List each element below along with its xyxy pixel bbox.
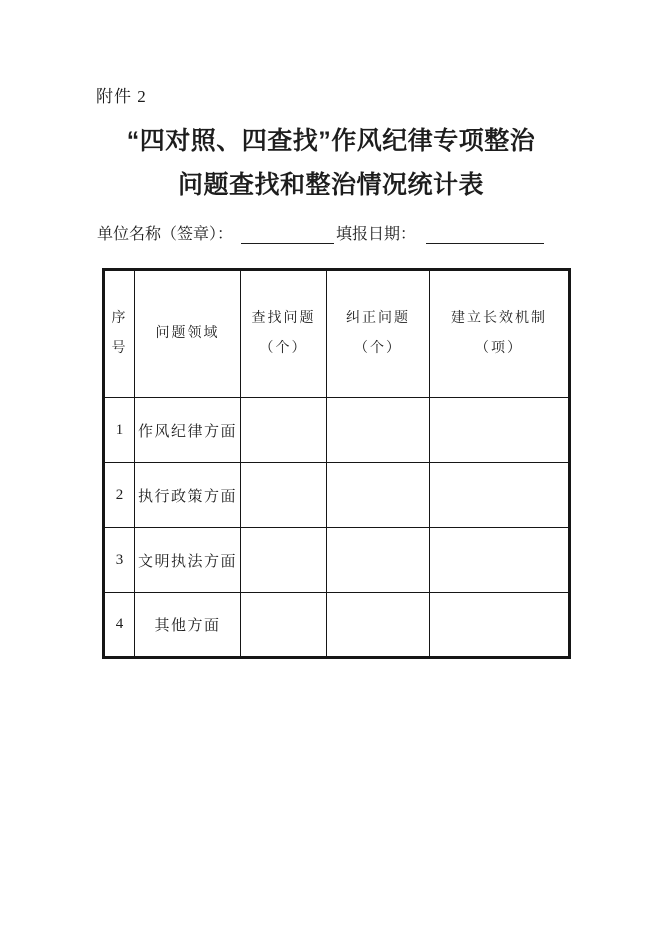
cell-problems-found xyxy=(241,528,327,593)
document-title-line1: “四对照、四查找”作风纪律专项整治 xyxy=(126,127,536,155)
unit-name-blank xyxy=(241,225,334,244)
unit-name-label: 单位名称（签章）： xyxy=(97,226,234,243)
table-row xyxy=(104,593,570,658)
header-mechanisms-line1: 建立长效机制 xyxy=(451,311,547,326)
report-date-label: 填报日期： xyxy=(336,226,417,243)
cell-problem-area: 其他方面 xyxy=(135,593,241,658)
document-title-line2: 问题查找和整治情况统计表 xyxy=(177,171,484,199)
header-cell-serial xyxy=(104,270,135,398)
form-info-line xyxy=(97,221,544,244)
cell-serial: 4 xyxy=(104,593,135,658)
cell-problems-corrected xyxy=(327,528,430,593)
header-problems-found-line2: （个） xyxy=(259,341,308,356)
table-row xyxy=(104,463,570,528)
statistics-table xyxy=(102,268,571,659)
header-serial-line1: 序 xyxy=(111,311,128,326)
cell-serial: 1 xyxy=(104,398,135,463)
header-problem-area-line1: 问题领域 xyxy=(155,326,220,341)
cell-serial: 3 xyxy=(104,528,135,593)
header-problems-corrected-line1: 纠正问题 xyxy=(346,311,410,326)
cell-serial: 2 xyxy=(104,463,135,528)
table-header-row xyxy=(104,270,570,398)
cell-problems-corrected xyxy=(327,398,430,463)
cell-problem-area: 文明执法方面 xyxy=(135,528,241,593)
cell-problems-found xyxy=(241,398,327,463)
header-cell-mechanisms xyxy=(430,270,570,398)
header-cell-problems-corrected xyxy=(327,270,430,398)
header-mechanisms-line2: （项） xyxy=(475,341,523,356)
header-cell-problems-found xyxy=(241,270,327,398)
table-row xyxy=(104,528,570,593)
cell-mechanisms xyxy=(430,593,570,658)
header-serial-line2: 号 xyxy=(111,341,128,356)
header-cell-problem-area xyxy=(135,270,241,398)
cell-problem-area: 作风纪律方面 xyxy=(135,398,241,463)
cell-problems-corrected xyxy=(327,463,430,528)
report-date-blank xyxy=(426,225,544,244)
attachment-label: 附件 2 xyxy=(96,87,147,106)
cell-mechanisms xyxy=(430,528,570,593)
cell-mechanisms xyxy=(430,463,570,528)
cell-problem-area: 执行政策方面 xyxy=(135,463,241,528)
cell-problems-found xyxy=(241,593,327,658)
cell-problems-corrected xyxy=(327,593,430,658)
cell-mechanisms xyxy=(430,398,570,463)
document-title xyxy=(0,119,662,207)
table-row xyxy=(104,398,570,463)
header-problems-corrected-line2: （个） xyxy=(354,341,402,356)
cell-problems-found xyxy=(241,463,327,528)
header-problems-found-line1: 查找问题 xyxy=(251,311,316,326)
